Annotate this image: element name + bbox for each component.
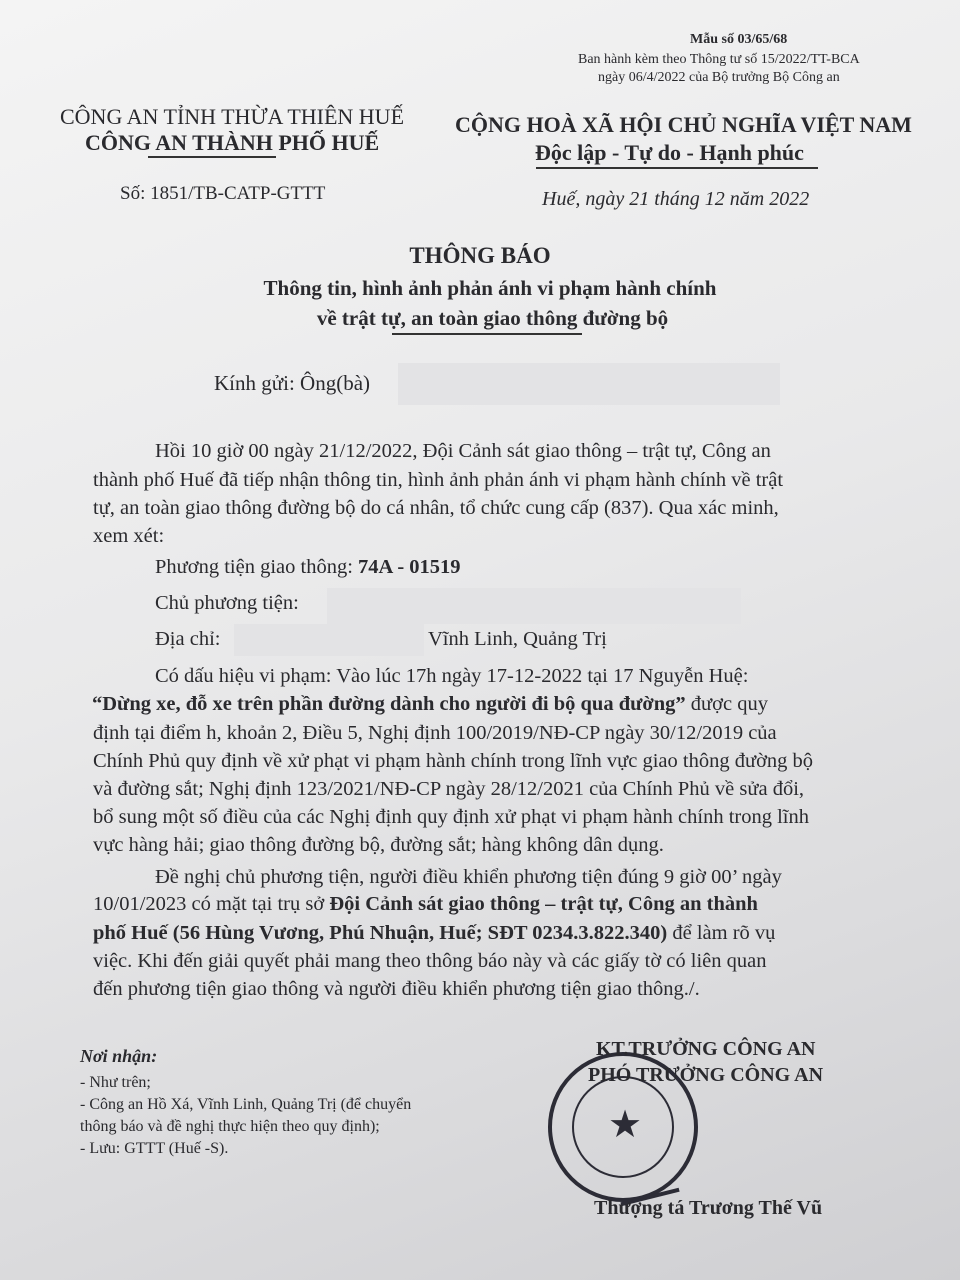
seal-inner-ring xyxy=(572,1076,674,1178)
recipient-item: - Như trên; xyxy=(80,1074,151,1091)
document-subtitle-line2: về trật tự, an toàn giao thông đường bộ xyxy=(316,306,669,330)
redacted-addressee xyxy=(398,363,780,405)
addressee-label: Kính gửi: Ông(bà) xyxy=(214,371,371,395)
violation-intro: Có dấu hiệu vi phạm: Vào lúc 17h ngày 17-12-2022 tại 17 Nguyễn Huệ: xyxy=(155,665,749,687)
vehicle-plate: 74A - 01519 xyxy=(358,556,461,578)
redacted-address xyxy=(234,624,424,656)
request-line3-post: để làm rõ vụ xyxy=(667,922,776,944)
request-line xyxy=(93,893,758,916)
recipient-item: thông báo và đề nghị thực hiện theo quy định); xyxy=(80,1118,380,1135)
request-line: Đề nghị chủ phương tiện, người điều khiển phương tiện đúng 9 giờ 00’ ngày xyxy=(155,866,782,888)
document-date: Huế, ngày 21 tháng 12 năm 2022 xyxy=(542,188,810,210)
form-note-line2: ngày 06/4/2022 của Bộ trưởng Bộ Công an xyxy=(598,70,840,85)
agency-underline xyxy=(148,156,276,158)
signer-name: Thượng tá Trương Thế Vũ xyxy=(594,1197,823,1219)
subtitle-underline xyxy=(392,333,582,335)
redacted-owner xyxy=(327,588,741,624)
legal-line: và đường sắt; Nghị định 123/2021/NĐ-CP ngày 28/12/2021 của Chính Phủ về sửa đổi, xyxy=(93,778,805,800)
request-line xyxy=(93,922,775,945)
violation-after-quote: được quy xyxy=(685,693,768,715)
document-subtitle-line1: Thông tin, hình ảnh phản ánh vi phạm hành chính xyxy=(263,276,717,300)
owner-label: Chủ phương tiện: xyxy=(155,592,299,614)
request-line: đến phương tiện giao thông và người điều khiển phương tiện giao thông./. xyxy=(93,978,700,1000)
signer-title-line1: KT.TRƯỞNG CÔNG AN xyxy=(596,1038,816,1060)
nation-motto: Độc lập - Tự do - Hạnh phúc xyxy=(535,140,804,165)
vehicle-label: Phương tiện giao thông: xyxy=(155,556,353,578)
legal-line: vực hàng hải; giao thông đường bộ, đường sắt; hàng không dân dụng. xyxy=(93,834,664,856)
violation-quote: “Dừng xe, đỗ xe trên phần đường dành cho người đi bộ qua đường” xyxy=(92,693,686,715)
document-number: Số: 1851/TB-CATP-GTTT xyxy=(120,183,326,204)
request-line3-bold: phố Huế (56 Hùng Vương, Phú Nhuận, Huế; SĐT 0234.3.822.340) xyxy=(93,922,668,944)
request-line: việc. Khi đến giải quyết phải mang theo thông báo này và các giấy tờ có liên quan xyxy=(93,950,767,972)
document-title: THÔNG BÁO xyxy=(409,243,551,268)
form-code: Mẫu số 03/65/68 xyxy=(690,32,788,47)
recipients-title: Nơi nhận: xyxy=(80,1046,158,1066)
violation-line xyxy=(92,693,768,716)
agency-name: CÔNG AN THÀNH PHỐ HUẾ xyxy=(85,130,380,155)
signer-title-line2: PHÓ TRƯỞNG CÔNG AN xyxy=(588,1064,824,1086)
motto-underline xyxy=(536,167,818,169)
para1-line: thành phố Huế đã tiếp nhận thông tin, hình ảnh phản ánh vi phạm hành chính về trật xyxy=(93,469,784,491)
legal-line: bổ sung một số điều của các Nghị định quy định xử phạt vi phạm hành chính trong lĩnh xyxy=(93,806,809,828)
para1-line: xem xét: xyxy=(93,525,165,547)
request-line2-bold: Đội Cảnh sát giao thông – trật tự, Công an thành xyxy=(329,893,758,915)
address-label: Địa chỉ: xyxy=(155,628,221,650)
star-icon: ★ xyxy=(607,1104,643,1146)
legal-line: Chính Phủ quy định về xử phạt vi phạm hành chính trong lĩnh vực giao thông đường bộ xyxy=(93,750,814,772)
form-note-line1: Ban hành kèm theo Thông tư số 15/2022/TT-BCA xyxy=(578,52,860,67)
para1-line: Hồi 10 giờ 00 ngày 21/12/2022, Đội Cảnh sát giao thông – trật tự, Công an xyxy=(155,440,771,462)
legal-line: định tại điểm h, khoản 2, Điều 5, Nghị định 100/2019/NĐ-CP ngày 30/12/2019 của xyxy=(93,722,777,744)
nation-header: CỘNG HOÀ XÃ HỘI CHỦ NGHĨA VIỆT NAM xyxy=(455,112,912,137)
agency-parent: CÔNG AN TỈNH THỪA THIÊN HUẾ xyxy=(60,104,405,129)
recipient-item: - Lưu: GTTT (Huế -S). xyxy=(80,1140,229,1157)
recipient-item: - Công an Hồ Xá, Vĩnh Linh, Quảng Trị (để chuyển xyxy=(80,1096,412,1113)
para1-line: tự, an toàn giao thông đường bộ do cá nhân, tổ chức cung cấp (837). Qua xác minh, xyxy=(93,497,779,519)
vehicle-line xyxy=(155,556,461,579)
address-visible: Vĩnh Linh, Quảng Trị xyxy=(428,628,607,650)
request-line2-pre: 10/01/2023 có mặt tại trụ sở xyxy=(93,893,330,915)
